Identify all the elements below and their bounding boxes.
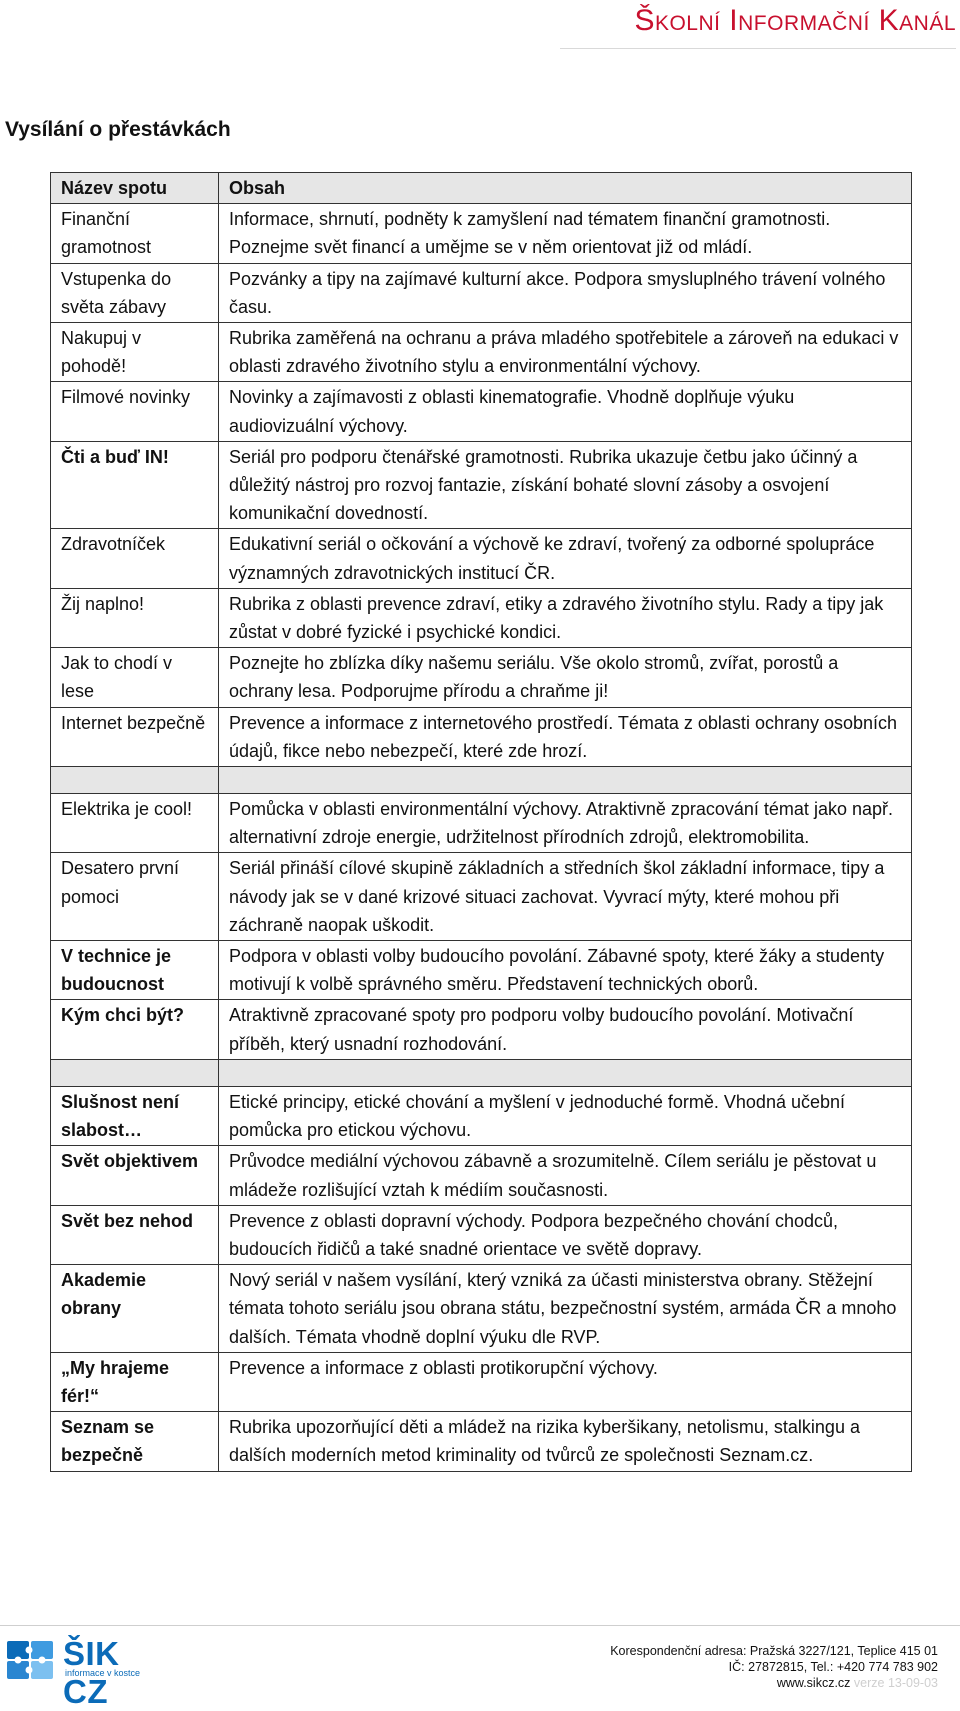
spot-content: Prevence a informace z internetového prostředí. Témata z oblasti ochrany osobních údajů, fikce nebo nebezpečí, které zde hrozí. — [219, 707, 912, 766]
spot-name: Seznam se bezpečně — [51, 1412, 219, 1471]
separator-cell — [51, 1059, 219, 1086]
spot-content: Prevence a informace z oblasti protikorupční výchovy. — [219, 1352, 912, 1411]
table-row — [51, 1146, 912, 1205]
spot-content: Pomůcka v oblasti environmentální výchovy. Atraktivně zpracování témat jako např. alternativní zdroje energie, udržitelnost přírodních zdrojů, elektromobilita. — [219, 794, 912, 853]
column-header-content: Obsah — [219, 173, 912, 204]
table-row — [51, 1000, 912, 1059]
spot-content: Seriál pro podporu čtenářské gramotnosti. Rubrika ukazuje četbu jako účinný a důležitý nástroj pro rozvoj fantazie, získání bohaté slovní zásoby a osvojení komunikační dovedností. — [219, 441, 912, 529]
group-separator-row — [51, 767, 912, 794]
spot-content: Rubrika zaměřená na ochranu a práva mladého spotřebitele a zároveň na edukaci v oblasti zdravého životního stylu a environmentální výchovy. — [219, 323, 912, 382]
table-row — [51, 382, 912, 441]
contact-block — [610, 1643, 938, 1691]
table-row — [51, 794, 912, 853]
table-row — [51, 441, 912, 529]
column-header-name: Název spotu — [51, 173, 219, 204]
spot-content: Edukativní seriál o očkování a výchově ke zdraví, tvořený za odborné spolupráce významných zdravotnických institucí ČR. — [219, 529, 912, 588]
spot-name: Elektrika je cool! — [51, 794, 219, 853]
spot-content: Informace, shrnutí, podněty k zamyšlení nad tématem finanční gramotnosti. Poznejme svět financí a umějme se v něm orientovat již od mládí. — [219, 204, 912, 263]
spot-name: Svět bez nehod — [51, 1205, 219, 1264]
spot-name: Internet bezpečně — [51, 707, 219, 766]
table-row — [51, 323, 912, 382]
table-row — [51, 648, 912, 707]
sikcz-logo — [5, 1635, 155, 1710]
table-row — [51, 529, 912, 588]
separator-cell — [219, 767, 912, 794]
spot-content: Průvodce mediální výchovou zábavně a srozumitelně. Cílem seriálu je pěstovat u mládeže rozlišující vztah k médiím současnosti. — [219, 1146, 912, 1205]
table-row — [51, 941, 912, 1000]
spot-content: Poznejte ho zblízka díky našemu seriálu. Vše okolo stromů, zvířat, porostů a ochrany lesa. Podporujme přírodu a chraňme ji! — [219, 648, 912, 707]
logo-text: ŠIK CZ — [63, 1635, 120, 1710]
spot-name: Filmové novinky — [51, 382, 219, 441]
spot-content: Podpora v oblasti volby budoucího povolání. Zábavné spoty, které žáky a studenty motivují k volbě správného směru. Představení technických oborů. — [219, 941, 912, 1000]
page-title: Vysílání o přestávkách — [5, 118, 231, 141]
brand-header: Školní Informační Kanál — [634, 4, 956, 37]
spot-name: Jak to chodí v lese — [51, 648, 219, 707]
table-header-row — [51, 173, 912, 204]
spot-name: Akademie obrany — [51, 1265, 219, 1353]
spot-name: V technice je budoucnost — [51, 941, 219, 1000]
table-row — [51, 1265, 912, 1353]
spot-name: Nakupuj v pohodě! — [51, 323, 219, 382]
header-divider — [560, 48, 956, 49]
version-label: verze 13-09-03 — [853, 1676, 938, 1690]
address-line: Korespondenční adresa: Pražská 3227/121, Teplice 415 01 — [610, 1644, 938, 1658]
table-row — [51, 1205, 912, 1264]
table-row — [51, 1086, 912, 1145]
spot-name: Vstupenka do světa zábavy — [51, 263, 219, 322]
table-row — [51, 853, 912, 941]
spot-name: Čti a buď IN! — [51, 441, 219, 529]
separator-cell — [51, 767, 219, 794]
table-row — [51, 588, 912, 647]
logo-tagline: informace v kostce — [65, 1668, 141, 1678]
spot-content: Novinky a zajímavosti z oblasti kinematografie. Vhodně doplňuje výuku audiovizuální výchovy. — [219, 382, 912, 441]
puzzle-icon — [5, 1635, 59, 1681]
spot-content: Nový seriál v našem vysílání, který vzniká za účasti ministerstva obrany. Stěžejní témata tohoto seriálu jsou obrana státu, bezpečnostní systém, armáda ČR a mnoho dalších. Témata vhodně doplní výuku dle RVP. — [219, 1265, 912, 1353]
spot-content: Prevence z oblasti dopravní východy. Podpora bezpečného chování chodců, budoucích řidičů a také snadné orientace ve světě dopravy. — [219, 1205, 912, 1264]
spot-name: Finanční gramotnost — [51, 204, 219, 263]
table-row — [51, 707, 912, 766]
table-row — [51, 263, 912, 322]
spot-name: Zdravotníček — [51, 529, 219, 588]
spot-name: Žij naplno! — [51, 588, 219, 647]
spot-content: Etické principy, etické chování a myšlení v jednoduché formě. Vhodná učební pomůcka pro etickou výchovu. — [219, 1086, 912, 1145]
footer-divider — [0, 1625, 960, 1626]
spot-content: Seriál přináší cílové skupině základních a středních škol základní informace, tipy a návody jak se v dané krizové situaci zachovat. Vyvrací mýty, které mohou při záchraně naopak uškodit. — [219, 853, 912, 941]
table-row — [51, 1412, 912, 1471]
spot-name: Svět objektivem — [51, 1146, 219, 1205]
spot-name: Slušnost není slabost… — [51, 1086, 219, 1145]
spots-table — [50, 172, 912, 1472]
table-row — [51, 204, 912, 263]
spot-name: Desatero první pomoci — [51, 853, 219, 941]
page-footer — [0, 1625, 960, 1710]
company-id-line: IČ: 27872815, Tel.: +420 774 783 902 — [728, 1660, 938, 1674]
spot-name: Kým chci být? — [51, 1000, 219, 1059]
web-line — [610, 1675, 938, 1691]
website-link[interactable]: www.sikcz.cz — [776, 1676, 851, 1690]
spot-content: Pozvánky a tipy na zajímavé kulturní akce. Podpora smysluplného trávení volného času. — [219, 263, 912, 322]
spot-content: Rubrika z oblasti prevence zdraví, etiky a zdravého životního stylu. Rady a tipy jak zůstat v dobré fyzické i psychické kondici. — [219, 588, 912, 647]
table-row — [51, 1352, 912, 1411]
spot-name: „My hrajeme fér!“ — [51, 1352, 219, 1411]
spot-content: Atraktivně zpracované spoty pro podporu volby budoucího povolání. Motivační příběh, který usnadní rozhodování. — [219, 1000, 912, 1059]
spot-content: Rubrika upozorňující děti a mládež na rizika kyberšikany, netolismu, stalkingu a dalších moderních metod kriminality od tvůrců ze společnosti Seznam.cz. — [219, 1412, 912, 1471]
separator-cell — [219, 1059, 912, 1086]
group-separator-row — [51, 1059, 912, 1086]
